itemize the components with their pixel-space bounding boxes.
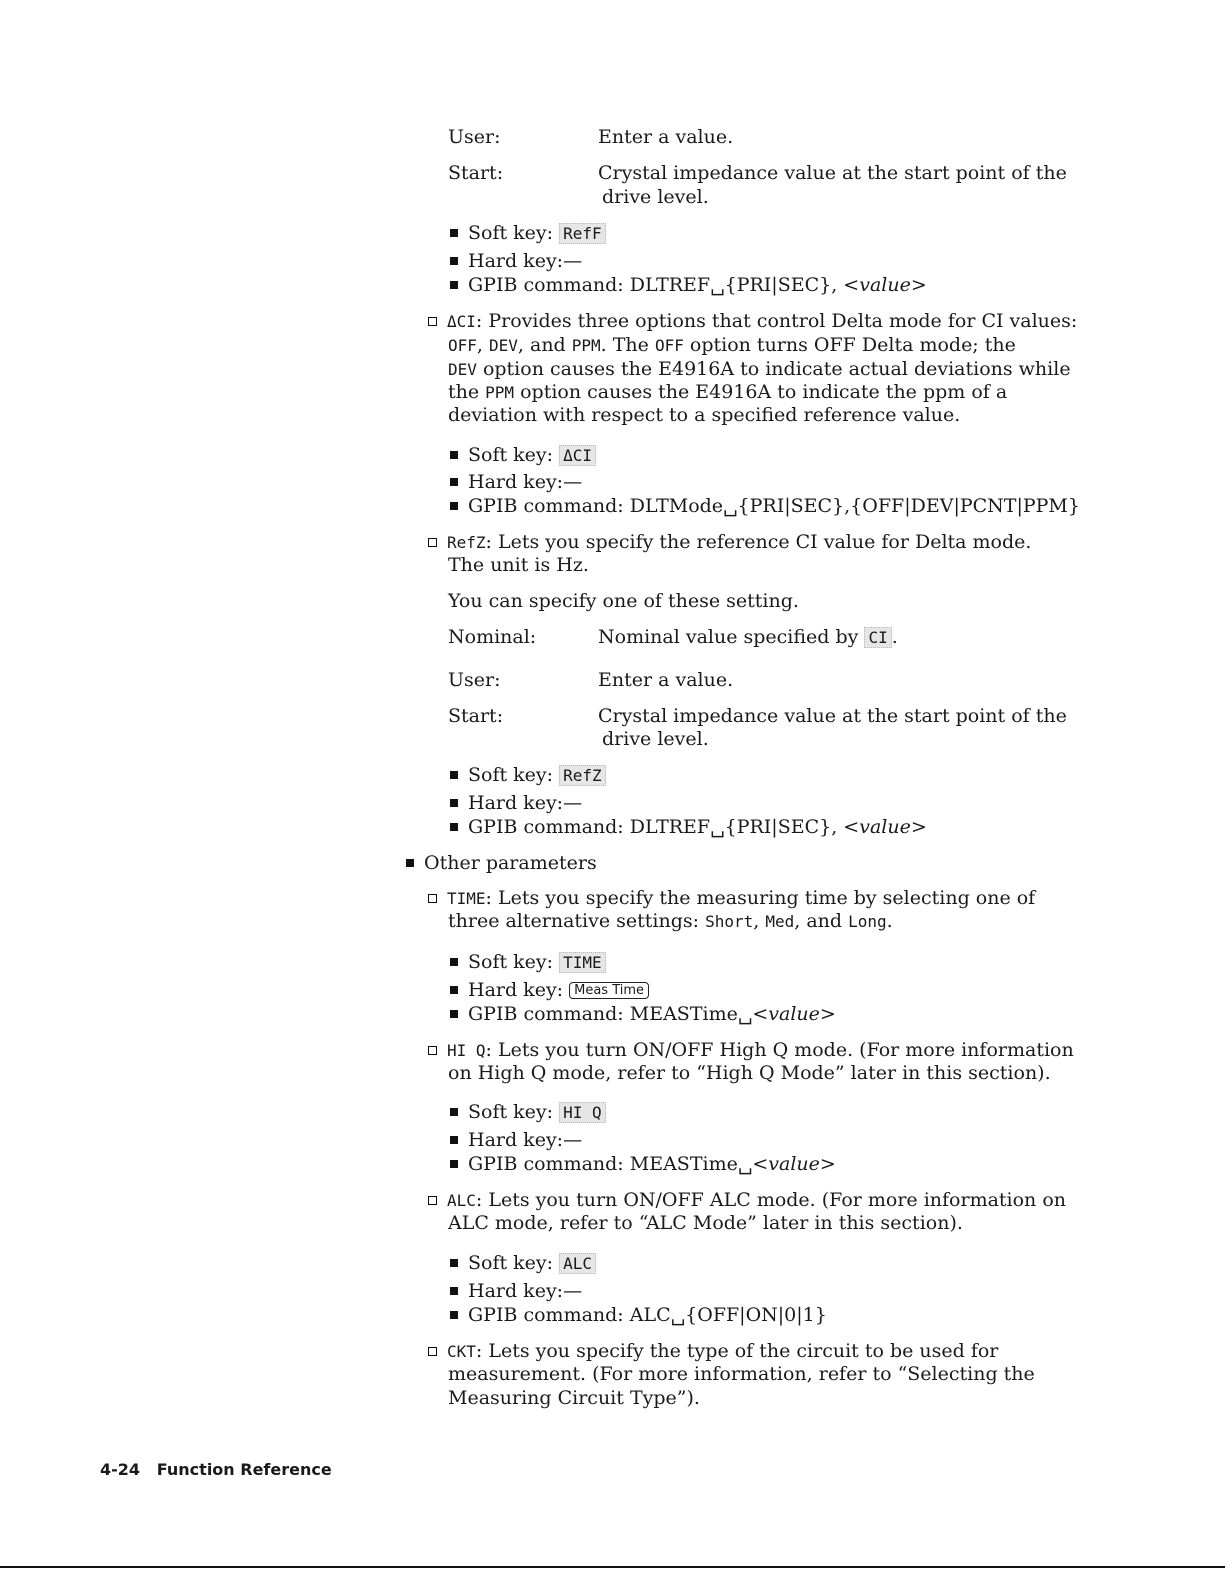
refz-line-2: The unit is Hz. — [448, 554, 589, 576]
bullet-icon — [450, 1287, 458, 1295]
dci-line-5: deviation with respect to a specified reference value. — [448, 404, 961, 426]
softkey-alc[interactable]: ALC — [559, 1253, 596, 1274]
refz-user-row — [448, 668, 733, 692]
softkey-reff[interactable]: RefF — [559, 223, 606, 244]
gpib-label: GPIB command: — [468, 1304, 624, 1326]
opt-ppm: PPM — [571, 336, 601, 355]
ckt-name: CKT — [447, 1342, 476, 1361]
dci-text: : Provides three options that control Delta mode for CI values: — [475, 310, 1078, 332]
gpib-command: MEASTime␣ — [629, 1153, 753, 1175]
opt-off: OFF — [448, 336, 477, 355]
softkey-hiq[interactable]: HI Q — [559, 1102, 606, 1123]
soft-key-label: Soft key: — [468, 1252, 554, 1274]
gpib-label: GPIB command: — [468, 1003, 624, 1025]
alc-line-1 — [428, 1188, 1066, 1213]
alc-text: : Lets you turn ON/OFF ALC mode. (For more information on — [475, 1189, 1067, 1211]
user-desc: Enter a value. — [598, 126, 734, 148]
bullet-icon — [450, 502, 458, 510]
and: , and — [794, 910, 849, 932]
nominal-desc: Nominal value specified by — [598, 626, 865, 648]
bullet-icon — [450, 451, 458, 459]
hiq-hard-key-row — [450, 1128, 582, 1152]
dot: . — [886, 910, 893, 932]
gpib-label: GPIB command: — [468, 816, 624, 838]
opt-off: OFF — [654, 336, 684, 355]
dci-line-3 — [448, 357, 1071, 382]
refz-gpib-row — [450, 815, 927, 839]
user-label: User: — [448, 126, 501, 148]
sep: , — [753, 910, 766, 932]
bullet-icon — [450, 478, 458, 486]
bullet-icon — [450, 1136, 458, 1144]
hiq-gpib-row — [450, 1152, 836, 1176]
checkbox-icon — [428, 317, 437, 326]
checkbox-icon — [428, 894, 437, 903]
gpib-value: <value> — [752, 1153, 836, 1175]
time-hard-key-row — [450, 978, 649, 1005]
nominal-label: Nominal: — [448, 626, 537, 648]
time-name: TIME — [447, 889, 486, 908]
refF-start-desc-2: drive level. — [602, 186, 709, 208]
bullet-icon — [450, 986, 458, 994]
soft-key-label: Soft key: — [468, 951, 554, 973]
gpib-value: <value> — [752, 1003, 836, 1025]
hiq-line-2: on High Q mode, refer to “High Q Mode” later in this section). — [448, 1062, 1051, 1084]
refF-soft-key-row — [450, 221, 606, 246]
gpib-label: GPIB command: — [468, 274, 624, 296]
dci-text: the — [448, 381, 486, 403]
hard-key-label: Hard key:— — [468, 471, 583, 493]
time-gpib-row — [450, 1002, 836, 1026]
refF-start-row — [448, 161, 1067, 185]
bullet-icon — [450, 1010, 458, 1018]
refz-start-desc-2: drive level. — [602, 728, 709, 750]
hard-key-label: Hard key:— — [468, 792, 583, 814]
user-desc: Enter a value. — [598, 669, 734, 691]
start-label: Start: — [448, 162, 504, 184]
the: . The — [600, 334, 655, 356]
refz-start-row — [448, 704, 1067, 728]
gpib-command: DLTREF␣{PRI|SEC}, — [629, 816, 844, 838]
dci-line-2 — [448, 333, 1016, 358]
ckt-text: : Lets you specify the type of the circuit to be used for — [475, 1340, 999, 1362]
page-number: 4-24 — [100, 1460, 141, 1479]
refz-name: RefZ — [447, 533, 486, 552]
bullet-icon — [450, 1160, 458, 1168]
time-line-1 — [428, 886, 1035, 911]
bullet-icon — [450, 1259, 458, 1267]
softkey-refz[interactable]: RefZ — [559, 765, 606, 786]
checkbox-icon — [428, 1046, 437, 1055]
sep: , — [476, 334, 489, 356]
opt-med: Med — [765, 912, 795, 931]
dci-name: ΔCI — [447, 312, 476, 331]
time-line-2 — [448, 909, 893, 934]
bullet-icon — [450, 229, 458, 237]
hiq-text: : Lets you turn ON/OFF High Q mode. (For more information — [485, 1039, 1074, 1061]
refF-gpib-row — [450, 273, 927, 297]
page-footer — [100, 1458, 332, 1482]
checkbox-icon — [428, 1347, 437, 1356]
dci-text: option causes the E4916A to indicate the ppm of a — [514, 381, 1008, 403]
dot: . — [891, 626, 898, 648]
softkey-ci[interactable]: CI — [864, 627, 891, 648]
dci-soft-key-row — [450, 443, 596, 468]
opt-dev: DEV — [448, 360, 477, 379]
refF-user-row — [448, 125, 733, 149]
dci-text: option causes the E4916A to indicate actual deviations while — [476, 358, 1071, 380]
hard-key-label: Hard key:— — [468, 1129, 583, 1151]
time-soft-key-row — [450, 950, 606, 975]
gpib-value: <value> — [843, 274, 927, 296]
bullet-icon — [450, 958, 458, 966]
dci-text: option turns OFF Delta mode; the — [683, 334, 1016, 356]
hard-key-label: Hard key: — [468, 979, 564, 1001]
gpib-command: DLTMode␣{PRI|SEC},{OFF|DEV|PCNT|PPM} — [629, 495, 1080, 517]
hiq-soft-key-row — [450, 1100, 606, 1125]
softkey-time[interactable]: TIME — [559, 952, 606, 973]
alc-name: ALC — [447, 1191, 476, 1210]
refz-hard-key-row — [450, 791, 582, 815]
refz-nominal-row — [448, 625, 898, 650]
dci-gpib-row — [450, 494, 1080, 518]
softkey-dci[interactable]: ΔCI — [559, 445, 596, 466]
time-text: three alternative settings: — [448, 910, 706, 932]
hiq-line-1 — [428, 1038, 1074, 1063]
bullet-icon — [450, 823, 458, 831]
dci-line-4 — [448, 380, 1007, 405]
gpib-label: GPIB command: — [468, 1153, 624, 1175]
ckt-line-2: measurement. (For more information, refer to “Selecting the — [448, 1363, 1035, 1385]
refz-soft-key-row — [450, 763, 606, 788]
bullet-icon — [450, 1311, 458, 1319]
refz-line-1 — [428, 530, 1031, 555]
ckt-line-3: Measuring Circuit Type”). — [448, 1387, 700, 1409]
start-label: Start: — [448, 705, 504, 727]
user-label: User: — [448, 669, 501, 691]
hiq-name: HI Q — [447, 1041, 486, 1060]
bullet-icon — [450, 771, 458, 779]
section-title: Function Reference — [156, 1460, 332, 1479]
soft-key-label: Soft key: — [468, 1101, 554, 1123]
gpib-label: GPIB command: — [468, 495, 624, 517]
alc-soft-key-row — [450, 1251, 596, 1276]
alc-line-2: ALC mode, refer to “ALC Mode” later in this section). — [448, 1212, 963, 1234]
gpib-value: <value> — [843, 816, 927, 838]
bullet-icon — [450, 799, 458, 807]
dci-hard-key-row — [450, 470, 582, 494]
heading-text: Other parameters — [424, 852, 597, 874]
hard-key-label: Hard key:— — [468, 250, 583, 272]
gpib-command: ALC␣{OFF|ON|0|1} — [629, 1304, 827, 1326]
opt-ppm: PPM — [485, 383, 515, 402]
dci-line-1 — [428, 309, 1077, 334]
bullet-icon — [450, 1108, 458, 1116]
alc-gpib-row — [450, 1303, 827, 1327]
soft-key-label: Soft key: — [468, 764, 554, 786]
checkbox-icon — [428, 538, 437, 547]
opt-dev: DEV — [489, 336, 518, 355]
ckt-line-1 — [428, 1339, 998, 1364]
bottom-rule — [0, 1566, 1225, 1568]
time-text: : Lets you specify the measuring time by selecting one of — [485, 887, 1036, 909]
alc-hard-key-row — [450, 1279, 582, 1303]
other-parameters-heading — [406, 851, 597, 875]
start-desc: Crystal impedance value at the start point of the — [598, 162, 1067, 184]
refz-text: : Lets you specify the reference CI value for Delta mode. — [485, 531, 1032, 553]
hard-key-label: Hard key:— — [468, 1280, 583, 1302]
refF-hard-key-row — [450, 249, 582, 273]
soft-key-label: Soft key: — [468, 222, 554, 244]
bullet-icon — [450, 257, 458, 265]
opt-short: Short — [705, 912, 754, 931]
gpib-command: MEASTime␣ — [629, 1003, 753, 1025]
gpib-command: DLTREF␣{PRI|SEC}, — [629, 274, 844, 296]
bullet-icon — [450, 281, 458, 289]
and: , and — [517, 334, 572, 356]
start-desc: Crystal impedance value at the start point of the — [598, 705, 1067, 727]
opt-long: Long — [848, 912, 887, 931]
hardkey-meas-time[interactable]: Meas Time — [569, 982, 649, 999]
bullet-icon — [406, 859, 414, 867]
soft-key-label: Soft key: — [468, 444, 554, 466]
refz-intro: You can specify one of these setting. — [448, 590, 799, 612]
checkbox-icon — [428, 1196, 437, 1205]
